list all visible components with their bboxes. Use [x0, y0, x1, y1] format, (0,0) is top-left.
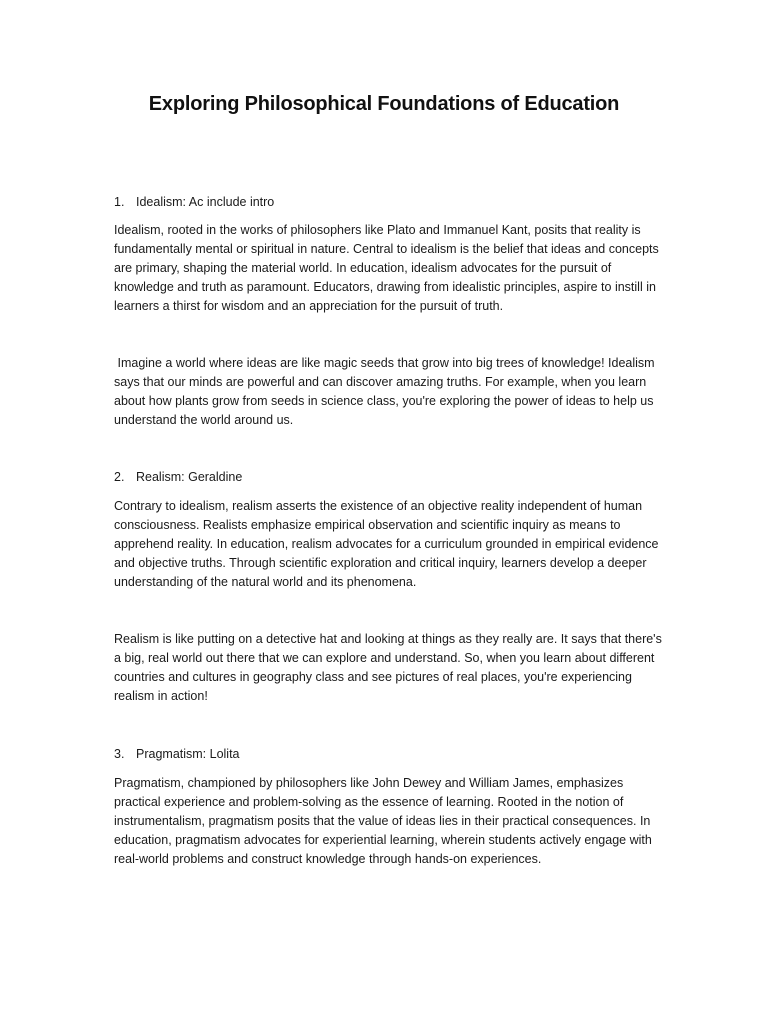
section-heading-text: Idealism: Ac include intro: [136, 195, 275, 209]
section-number: 1.: [114, 195, 125, 209]
paragraph: Contrary to idealism, realism asserts the existence of an objective reality independent of human consciousness. Realists emphasize empirical observation and scientific inquiry as means to apprehend reality. In education, realism advocates for a curriculum grounded in empirical evidence and objective truths. Through scientific exploration and critical inquiry, learners develop a deeper understanding of the natural world and its phenomena.: [114, 499, 659, 589]
paragraph: Pragmatism, championed by philosophers like John Dewey and William James, emphasizes practical experience and problem-solving as the essence of learning. Rooted in the notion of instrumentalism, pragmatism posits that the value of ideas lies in their practical consequences. In education, pragmatism advocates for experiential learning, wherein students actively engage with real-world problems and construct knowledge through hands-on experiences.: [114, 776, 652, 866]
paragraph: Realism is like putting on a detective hat and looking at things as they really are. It says that there's a big, real world out there that we can explore and understand. So, when you learn about different countries and cultures in geography class and see pictures of real places, you're experiencing realism in action!: [114, 632, 662, 703]
section-heading-text: Pragmatism: Lolita: [136, 747, 240, 761]
section-heading-text: Realism: Geraldine: [136, 470, 243, 484]
paragraph: Idealism, rooted in the works of philosophers like Plato and Immanuel Kant, posits that reality is fundamentally mental or spiritual in nature. Central to idealism is the belief that ideas and concepts are primary, shaping the material world. In education, idealism advocates for the pursuit of knowledge and truth as paramount. Educators, drawing from idealistic principles, aspire to instill in learners a thirst for wisdom and an appreciation for the pursuit of truth.: [114, 223, 659, 313]
section-heading-pragmatism: [114, 746, 240, 762]
document-title: Exploring Philosophical Foundations of Education: [148, 93, 620, 115]
section-number: 3.: [114, 747, 125, 761]
paragraph: Imagine a world where ideas are like magic seeds that grow into big trees of knowledge! Idealism says that our minds are powerful and can discover amazing truths. For example, when you learn about how plants grow from seeds in science class, you're exploring the power of ideas to help us understand the world around us.: [114, 356, 659, 427]
section-number: 2.: [114, 470, 125, 484]
section-heading-realism: [114, 469, 242, 485]
section-heading-idealism: [114, 194, 274, 210]
